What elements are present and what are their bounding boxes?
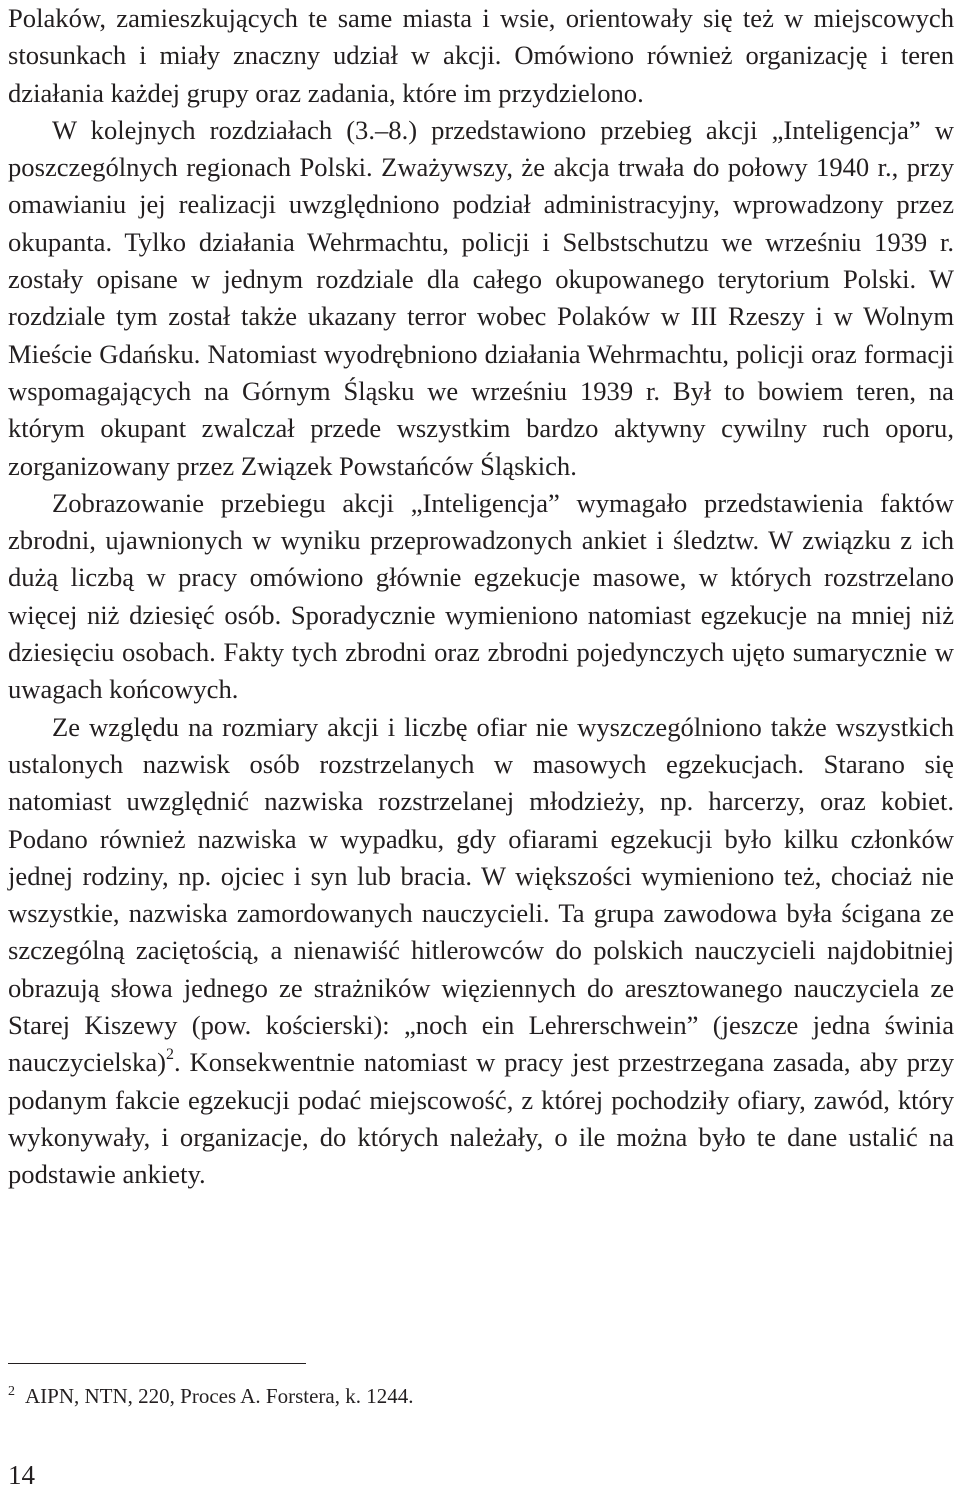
footnote-number: 2: [8, 1384, 15, 1399]
footnote-divider: [8, 1363, 306, 1364]
page-number: 14: [8, 1460, 35, 1490]
footnote: [8, 1381, 948, 1415]
footnote-text: AIPN, NTN, 220, Proces A. Forstera, k. 1244.: [25, 1384, 414, 1408]
paragraph-4: [8, 709, 954, 1194]
paragraph-2: W kolejnych rozdziałach (3.–8.) przedstawiono przebieg akcji „Inteligencja” w poszczególnych regionach Polski. Zważywszy, że akcja trwała do połowy 1940 r., przy omawianiu jej realizacji uwzględniono podział administracyjny, wprowadzony przez okupanta. Tylko działania Wehrmachtu, policji i Selbstschutzu we wrześniu 1939 r. zostały opisane w jednym rozdziale dla całego okupowanego terytorium Polski. W rozdziale tym został także ukazany terror wobec Polaków w III Rzeszy i w Wolnym Mieście Gdańsku. Natomiast wyodrębniono działania Wehrmachtu, policji oraz formacji wspomagających na Górnym Śląsku we wrześniu 1939 r. Był to bowiem teren, na którym okupant zwalczał przede wszystkim bardzo aktywny cywilny ruch oporu, zorganizowany przez Związek Powstańców Śląskich.: [8, 114, 954, 481]
paragraph-4-tail: . Konsekwentnie natomiast w pracy jest przestrzegana zasada, aby przy podanym fakcie egzekucji podać miejscowość, z której pochodziły ofiary, zawód, który wykonywały, i organizacje, do których należały, o ile można było te dane ustalić na podstawie ankiety.: [8, 1047, 954, 1190]
paragraph-1: Polaków, zamieszkujących te same miasta i wsie, orientowały się też w miejscowych stosunkach i miały znaczny udział w akcji. Omówiono również organizację i teren działania każdej grupy oraz zadania, które im przydzielono.: [8, 3, 954, 108]
paragraph-4-text: Ze względu na rozmiary akcji i liczbę ofiar nie wyszczególniono także wszystkich ustalonych nazwisk osób rozstrzelanych w masowych egzekucjach. Starano się natomiast uwzględnić nazwiska rozstrzelanej młodzieży, np. harcerzy, oraz kobiet. Podano również nazwiska w wypadku, gdy ofiarami egzekucji było kilku członków jednej rodziny, np. ojciec i syn lub bracia. W większości wymieniono też, chociaż nie wszystkie, nazwiska zamordowanych nauczycieli. Ta grupa zawodowa była ścigana ze szczególną zaciętością, a nienawiść hitlerowców do polskich nauczycieli najdobitniej obrazują słowa jednego ze strażników więziennych do aresztowanego nauczyciela ze Starej Kiszewy (pow. kościerski): „noch ein Lehrerschwein” (jeszcze jedna świnia nauczycielska): [8, 711, 954, 1078]
footnote-reference: 2: [166, 1046, 174, 1064]
body-text: [8, 0, 954, 1194]
paragraph-3: Zobrazowanie przebiegu akcji „Inteligencja” wymagało przedstawienia faktów zbrodni, ujawnionych w wyniku przeprowadzonych ankiet i śledztw. W związku z ich dużą liczbą w pracy omówiono głównie egzekucje masowe, w których rozstrzelano więcej niż dziesięć osób. Sporadycznie wymieniono natomiast egzekucje na mniej niż dziesięciu osobach. Fakty tych zbrodni oraz zbrodni pojedynczych ujęto sumarycznie w uwagach końcowych.: [8, 487, 954, 705]
